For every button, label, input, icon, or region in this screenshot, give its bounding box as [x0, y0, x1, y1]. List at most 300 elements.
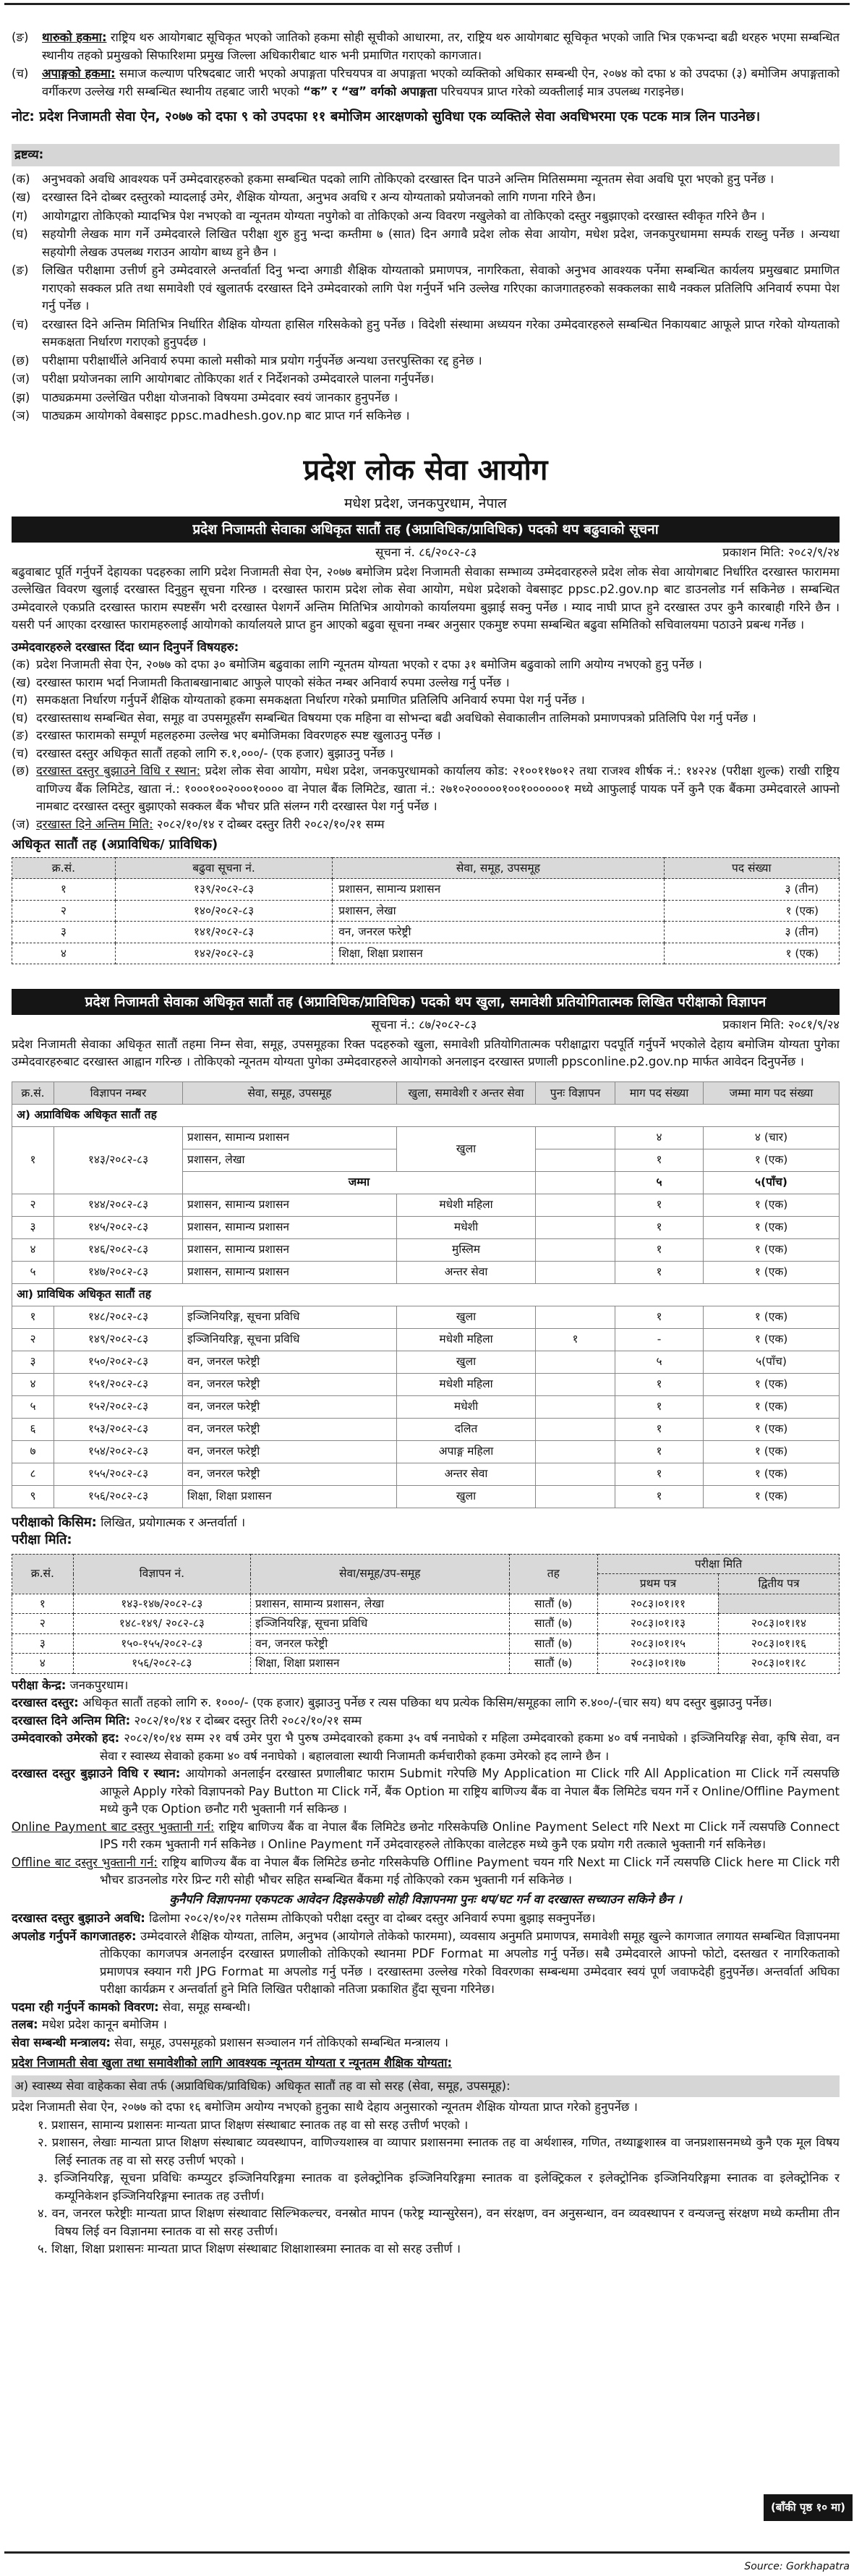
- cell-sn: ५: [12, 1395, 54, 1418]
- item-label: (ग): [12, 693, 28, 707]
- column-header: जम्मा माग पद संख्या: [704, 1081, 840, 1104]
- qualification-band: अ) स्वास्थ्य सेवा वाहेकका सेवा तर्फ (अप्राविधिक/प्राविधिक) अधिकृत सातौं तह वा सो सरह (सेवा, समूह, उपसमूह):: [12, 2075, 840, 2098]
- cell-demand: १: [615, 1440, 704, 1463]
- detail-item: [12, 1677, 840, 1695]
- promotion-table: [12, 857, 840, 965]
- cell-category: मधेशी महिला: [397, 1194, 536, 1216]
- cell-category: अपाङ्ग महिला: [397, 1440, 536, 1463]
- detail-text: मधेश प्रदेश कानून बमोजिम ।: [41, 2018, 167, 2031]
- item-text: [42, 226, 840, 261]
- item-text: [42, 370, 840, 388]
- cell-readv: [536, 1463, 615, 1485]
- table-row: [12, 1216, 840, 1238]
- list-item: [12, 65, 840, 101]
- list-item: [12, 29, 840, 64]
- publication-date: प्रकाशन मिति: २०८१/९/२४: [722, 1018, 840, 1032]
- drashtavya-list: [12, 171, 840, 425]
- qualification-list: [12, 2117, 840, 2258]
- item-label: (ख): [12, 190, 31, 204]
- cell-sn: ९: [12, 1485, 54, 1508]
- item-label: (क): [12, 658, 30, 671]
- detail-text: राष्ट्रिय बाणिज्य बैंक वा नेपाल बैंक लिमिटेड छनोट गरिसकेपछि Offline Payment चयन गरि Next मा Click गर्ने त्यसपछि Click here मा Click गरी भौचर डाउनलोड गरेर प्रिन्ट गरी सोही भौचर सहित सम्बन्धित बैंकमा गई तोकिएको रकम भुक्तानी गर्न सकिनेछ ।: [100, 1855, 840, 1887]
- detail-text: अधिकृत सातौं तहको लागि रु. १०००/- (एक हजार) बुझाउनु पर्नेछ र त्यस पछिका थप प्रत्येक किसिम/समूहका लागि रु.४००/-(चार सय) थप दस्तुर बुझाउनु पर्नेछ।: [82, 1696, 772, 1709]
- exam-intro: प्रदेश निजामती सेवाका अधिकृत सातौं तहमा निम्न सेवा, समूह, उपसमूहका रिक्त पदहरुको खुला, समावेशी प्रतियोगितात्मक परीक्षाद्वारा पदपूर्ति गर्नुपर्ने भएकोले देहाय बमोजिम योग्यता पुगेका उम्मेदवारहरुबाट दरखास्त आह्वान गरिन्छ । तोकिएको न्यूनतम योग्यता पुगेका उम्मेदवारहरुले आयोगको अनलाइन दरखास्त प्रणाली ppsconline.p2.gov.np मार्फत आवेदन दिनुपर्नेछ ।: [12, 1037, 840, 1068]
- column-header: तह: [509, 1554, 597, 1594]
- cell-readv: [536, 1395, 615, 1418]
- qualification-intro: प्रदेश निजामती सेवा ऐन, २०७७ को दफा १६ बमोजिम अयोग्य नभएको हुनुका साथै देहाय अनुसारको न्यूनतम शैक्षिक योग्यता प्राप्त गरेको हुनुपर्नेछ ।: [12, 2100, 638, 2114]
- table-cell: वन, जनरल फरेष्ट्री: [250, 1633, 509, 1654]
- detail-item: [12, 2034, 840, 2052]
- table-row: [12, 1485, 840, 1508]
- table-cell: २: [12, 900, 116, 922]
- cell-readv: [536, 1238, 615, 1261]
- detail-label: Offline बाट दस्तुर भुक्तानी गर्न:: [12, 1855, 158, 1869]
- list-item: [12, 352, 840, 370]
- commission-address: मधेश प्रदेश, जनकपुरधाम, नेपाल: [344, 495, 507, 511]
- item-body: अनुभवको अवधि आवश्यक पर्ने उम्मेदवारहरुको हकमा सम्बन्धित पदको लागि तोकिएको दरखास्त दिन पाउने अन्तिम मितिसम्ममा न्यूनतम सेवा अवधि पूरा भएको हुनु पर्नेछ ।: [42, 171, 774, 186]
- table-cell: वन, जनरल फरेष्ट्री: [333, 922, 664, 943]
- table-cell: सातौं (७): [509, 1614, 597, 1634]
- item-label: (छ): [12, 353, 30, 367]
- cell-category: मधेशी: [397, 1395, 536, 1418]
- table-row: [12, 900, 840, 922]
- list-item: [12, 208, 840, 226]
- detail-text: सेवा, समूह सम्बन्धी।: [162, 1999, 251, 2014]
- item-label: (ञ): [12, 409, 30, 422]
- cell-readv: [536, 1485, 615, 1508]
- table-row: [12, 1194, 840, 1216]
- exam-advertisement-banner: प्रदेश निजामती सेवाका अधिकृत सातौं तह (अप्राविधिक/प्राविधिक) पदको थप खुला, समावेशी प्रतियोगितात्मक लिखित परीक्षाको विज्ञापन: [12, 989, 840, 1015]
- cell-category: मधेशी महिला: [397, 1373, 536, 1395]
- item-text: [42, 65, 840, 101]
- detail-item: [12, 1765, 840, 1819]
- cell-sn: ५: [12, 1261, 54, 1283]
- detail-item: [12, 1819, 840, 1854]
- cell-service: वन, जनरल फरेष्ट्री: [183, 1351, 397, 1373]
- item-label: (च): [12, 746, 29, 760]
- column-header: क्र.सं.: [12, 857, 116, 879]
- table-cell: प्रशासन, सामान्य प्रशासन: [333, 879, 664, 901]
- detail-label: दरखास्त दस्तुर बुझाउने अवधि:: [12, 1911, 145, 1925]
- cell-readv: [536, 1126, 615, 1149]
- table-cell: [718, 1594, 839, 1614]
- cell-sn: ४: [12, 1373, 54, 1395]
- item-text: [36, 692, 840, 710]
- detail-label: पदमा रही गर्नुपर्ने कामको विवरण:: [12, 1999, 159, 2014]
- table-cell: इञ्जिनियरिङ्ग, सूचना प्रविधि: [250, 1614, 509, 1634]
- exam-type: [12, 1514, 840, 1532]
- item-body: पाठ्यक्रममा उल्लेखित परीक्षा योजनाको विषयमा उम्मेदवार स्वयं जानकार हुनुपर्नेछ ।: [42, 390, 398, 404]
- item-bold-label: थारुको हकमा:: [42, 30, 107, 44]
- cell-total: १ (एक): [704, 1463, 840, 1485]
- cell-total: १ (एक): [704, 1238, 840, 1261]
- cell-sn: १: [12, 1306, 54, 1328]
- cell-category: खुला: [397, 1485, 536, 1508]
- item-label: (क): [12, 171, 30, 186]
- table-row: [12, 1126, 840, 1149]
- qualification-item: ४. वन, जनरल फरेष्ट्रीः मान्यता प्राप्त शिक्षण संस्थावाट सिल्भिकल्चर, वनस्रोत मापन (फरेष्ट्र म्यान्सुरेसन), वन संरक्षण, वन अनुसन्धान, वन व्यवस्थापन र वन्यजन्तु संरक्षण मध्ये कम्तीमा तीन विषय लिई वन विज्ञानमा स्नातक वा सो सरह उत्तीर्ण।: [38, 2206, 840, 2238]
- cell-demand: १: [615, 1238, 704, 1261]
- table-row: [12, 1418, 840, 1440]
- cell-readv: [536, 1261, 615, 1283]
- item-text: [42, 29, 840, 64]
- table-cell: प्रशासन, लेखा: [333, 900, 664, 922]
- list-item: [12, 171, 840, 189]
- cell-service: प्रशासन, लेखा: [183, 1149, 397, 1171]
- column-header: प्रथम पत्र: [598, 1574, 719, 1594]
- reservation-note: नोट: प्रदेश निजामती सेवा ऐन, २०७७ को दफा ९ को उपदफा ११ बमोजिम आरक्षणको सुविधा एक व्यक्तिले सेवा अवधिभरमा एक पटक मात्र लिन पाउनेछ।: [12, 109, 761, 124]
- promotion-table-title: अधिकृत सातौं तह (अप्राविधिक/ प्राविधिक): [12, 837, 218, 852]
- item-body: प्रदेश लोक सेवा आयोग, मधेश प्रदेश, जनकपुरधामको कार्यालय कोड: २१००११७०१२ तथा राजश्व शीर्षक नं.: १४२२४ (परीक्षा शुल्क) राखी राष्ट्रिय वाणिज्य बैंक लिमिटेड, खाता नं.: १०००१००२०००१०००० वा नेपाल बैंक लिमिटेड, खाता नं.: २७१०२०००००१००१००००००१ मध्ये आफुलाई पायक पर्ने कुनै एक बैंकमा उम्मेदवारले आफ्नो नामबाट दरखास्त दस्तुर बुझाएको सक्कल बैंक भौचर प्रति संलग्न गरी दरखास्त पेश गर्नु पर्नेछ ।: [36, 764, 840, 813]
- column-header: विज्ञापन नम्बर: [54, 1081, 183, 1104]
- table-row: [12, 1594, 840, 1614]
- item-label: (ङ): [12, 30, 29, 44]
- section-a-label: अ) अप्राविधिक अधिकृत सातौं तह: [12, 1104, 840, 1126]
- cell-adv: १४७/२०८२-८३: [54, 1261, 183, 1283]
- table-cell: १४८-१४९/ २०८२-८३: [73, 1614, 250, 1634]
- column-header: क्र.सं.: [12, 1081, 54, 1104]
- column-header: बढुवा सूचना नं.: [115, 857, 332, 879]
- cell-sn: २: [12, 1328, 54, 1351]
- table-row: [12, 1654, 840, 1674]
- column-header: सेवा, समूह, उपसमूह: [333, 857, 664, 879]
- notice2-meta: [12, 1016, 840, 1034]
- column-header: सेवा, समूह, उपसमूह: [183, 1081, 397, 1104]
- item-label: (ख): [12, 675, 31, 689]
- column-header: विज्ञापन नं.: [73, 1554, 250, 1594]
- cell-sn: ४: [12, 1238, 54, 1261]
- cell-total: १ (एक): [704, 1373, 840, 1395]
- drashtavya-heading: द्रष्टव्य:: [12, 144, 840, 166]
- table-cell: १४२/२०८२-८३: [115, 943, 332, 964]
- applicant-instructions-list: [12, 656, 840, 833]
- table-row: [12, 1463, 840, 1485]
- cell-service: प्रशासन, सामान्य प्रशासन: [183, 1126, 397, 1149]
- item-underlined-label: दरखास्त दिने अन्तिम मिति:: [36, 817, 153, 831]
- qualification-heading: प्रदेश निजामती सेवा खुला तथा समावेशीको लागि आवश्यक न्यूनतम योग्यता र न्यूनतम शैक्षिक योग्यता:: [12, 2056, 453, 2070]
- cell-readv: [536, 1418, 615, 1440]
- vacancy-table: [12, 1081, 840, 1508]
- cell-demand: १: [615, 1149, 704, 1171]
- notice-number: सूचना नं.: ८७/२०८२-८३: [371, 1018, 477, 1032]
- table-row: [12, 1238, 840, 1261]
- cell-adv: १४९/२०८२-८३: [54, 1328, 183, 1351]
- cell-sn: ३: [12, 1216, 54, 1238]
- column-header: पुनः विज्ञापन: [536, 1081, 615, 1104]
- cell-service: वन, जनरल फरेष्ट्री: [183, 1395, 397, 1418]
- table-cell: ३: [12, 922, 116, 943]
- detail-item: [12, 1712, 840, 1730]
- column-header: परीक्षा मिति: [598, 1554, 840, 1574]
- item-label: (झ): [12, 390, 30, 404]
- item-text: [42, 352, 840, 370]
- table-cell: १: [12, 879, 116, 901]
- cell-readv: [536, 1351, 615, 1373]
- item-text: [36, 656, 840, 674]
- cell-readv: [536, 1440, 615, 1463]
- qualification-item: ३. इञ्जिनियरिङ्ग, सूचना प्रविधिः कम्प्युटर इञ्जिनियरिङ्गमा स्नातक वा इलेक्ट्रोनिक इञ्जिनियरिङ्गमा स्नातक वा इलेक्ट्रिकल र इलेक्ट्रोनिक इञ्जिनियरिङ्गमा स्नातक वा इलेक्ट्रोनिक र कम्यूनिकेशन इञ्जिनियरिङ्गमा स्नातक तह उत्तीर्ण।: [38, 2171, 840, 2203]
- cell-category: मधेशी: [397, 1216, 536, 1238]
- detail-text: २०८२/१०/१४ सम्म २१ वर्ष उमेर पुरा भै पुरुष उम्मेदवारको हकमा ३५ वर्ष ननाघेको र महिला उम्मेदवारको हकमा ४० वर्ष ननाघेको । इञ्जिनियरिङ्ग सेवा, कृषि सेवा, वन सेवा र स्वास्थ्य सेवाको हकमा ४० वर्ष ननाघेको । बहालवाला स्थायी निजामती कर्मचारीको हकमा उमेरको हद लाग्ने छैन ।: [100, 1731, 840, 1763]
- cell-service: प्रशासन, सामान्य प्रशासन: [183, 1216, 397, 1238]
- detail-text: आयोगको अनलाईन दरखास्त प्रणालीबाट फाराम Submit गरेपछि My Application मा Click गरि All Application मा Click गर्ने त्यसपछि आफूले Apply गरेको विज्ञापनको Pay Button मा Click गर्ने, बैंक Option मा राष्ट्रिय बाणिज्य बैंक वा नेपाल बैंक लिमिटेड चयन गर्ने र Online/Offline Payment मध्ये कुनै एक Option छनौट गरी भुक्तानी गर्न सकिन्छ ।: [100, 1767, 840, 1816]
- cell-adv-no: १४३/२०८२-८३: [54, 1126, 183, 1194]
- list-item: [12, 656, 840, 674]
- cell-demand: -: [615, 1328, 704, 1351]
- cell-service: इञ्जिनियरिङ्ग, सूचना प्रविधि: [183, 1306, 397, 1328]
- list-item: [12, 189, 840, 207]
- item-body: दरखास्त फारामको सम्पूर्ण महलहरुमा उल्लेख भए बमोजिमका विवरणहरु स्पष्ट खुलाउनु पर्नेछ ।: [36, 728, 441, 742]
- cell-adv: १४५/२०८२-८३: [54, 1216, 183, 1238]
- detail-text: सेवा, समूह, उपसमूहको प्रशासन सञ्चालन गर्न तोकिएको सम्बन्धित मन्त्रालय ।: [114, 2035, 449, 2049]
- list-item: [12, 407, 840, 425]
- table-row: [12, 1633, 840, 1654]
- cell-sn: ३: [12, 1351, 54, 1373]
- item-text: [42, 389, 840, 407]
- item-underlined-label: दरखास्त दस्तुर बुझाउने विधि र स्थान:: [36, 764, 201, 778]
- cell-sn: ८: [12, 1463, 54, 1485]
- cell-readv: १: [536, 1328, 615, 1351]
- item-body: दरखास्त फाराम भर्दा निजामती किताबखानाबाट आफुले पाएको संकेत नम्बर अनिवार्य रुपमा उल्लेख गर्नु पर्नेछ ।: [36, 675, 510, 689]
- table-row: [12, 1328, 840, 1351]
- table-cell: १४०/२०८२-८३: [115, 900, 332, 922]
- item-label: (घ): [12, 710, 28, 725]
- cell-service: वन, जनरल फरेष्ट्री: [183, 1418, 397, 1440]
- item-text: [36, 674, 840, 692]
- cell-demand: १: [615, 1306, 704, 1328]
- cell-adv: १४८/२०८२-८३: [54, 1306, 183, 1328]
- item-body: परीक्षामा परीक्षार्थीले अनिवार्य रुपमा कालो मसीको मात्र प्रयोग गर्नुपर्नेछ अन्यथा उत्तरपुस्तिका रद्द हुनेछ ।: [42, 353, 482, 367]
- table-cell: ३ (तीन): [664, 879, 839, 901]
- qualification-item: ५. शिक्षा, शिक्षा प्रशासनः मान्यता प्राप्त शिक्षण संस्थाबाट शिक्षाशास्त्रमा स्नातक वा सो सरह उत्तीर्ण ।: [38, 2242, 461, 2256]
- table-cell: १४१/२०८२-८३: [115, 922, 332, 943]
- cell-demand: १: [615, 1418, 704, 1440]
- exam-type-label: परीक्षाको किसिम:: [12, 1514, 97, 1530]
- exam-details: [12, 1677, 840, 1890]
- detail-label: Online Payment बाट दस्तुर भुक्तानी गर्न:: [12, 1819, 215, 1834]
- item-body: पाठ्यक्रम आयोगको वेबसाइट ppsc.madhesh.gov.np बाट प्राप्त गर्न सकिनेछ ।: [42, 409, 410, 422]
- cell-adv: १४६/२०८२-८३: [54, 1238, 183, 1261]
- cell-category: दलित: [397, 1418, 536, 1440]
- cell-category: मधेशी महिला: [397, 1328, 536, 1351]
- table-cell: शिक्षा, शिक्षा प्रशासन: [250, 1654, 509, 1674]
- detail-label: उम्मेदवारको उमेरको हद:: [12, 1731, 120, 1745]
- cell-sn: २: [12, 1194, 54, 1216]
- cell-total: ५(पाँच): [704, 1171, 840, 1194]
- item-label: (ङ): [12, 263, 29, 277]
- item-body: दरखास्त दिने अन्तिम मितिभित्र निर्धारित शैक्षिक योग्यता हासिल गरिसकेको हुनु पर्नेछ । विदेशी संस्थामा अध्ययन गरेका उम्मेदवारहरुले सम्बन्धित निकायबाट आफूले प्राप्त गरेको योग्यताको समकक्षता निर्धारण गराएको हुनुपर्दछ ।: [42, 317, 840, 349]
- table-row: [12, 1351, 840, 1373]
- cell-total: १ (एक): [704, 1418, 840, 1440]
- cell-total: १ (एक): [704, 1395, 840, 1418]
- commission-title: प्रदेश लोक सेवा आयोग: [303, 453, 548, 487]
- table-row: [12, 1440, 840, 1463]
- notice-number: सूचना नं. ८६/२०८२-८३: [375, 545, 477, 559]
- source-credit: Source: Gorkhapatra: [744, 2561, 850, 2572]
- item-body-2: परिचयपत्र प्राप्त गरेको व्यक्तीलाई मात्र उपलब्ध गराइनेछ।: [440, 84, 684, 98]
- list-item: [12, 262, 840, 315]
- detail-text: उम्मेदवारले शैक्षिक योग्यता, तालिम, अनुभव (आयोगले तोकेको फारममा), व्यवसाय अनुमति प्रमाणपत्र, समावेशी समूह खुल्ने कागजात लगायत सम्बन्धित विज्ञापनमा तोकिएका कागजपत्र अनलाईन दरखास्त प्रणालीको तोकिएको स्थानमा PDF Format मा अपलोड गर्नु पर्नेछ। सबै उम्मेदवारले आफ्नो फोटो, दस्तखत र नागरिकताको प्रमाणपत्र स्क्यान गरी JPG Format मा अपलोड गर्नु पर्नेछ । दरखास्तमा उल्लेख गरेको विवरणका सम्बन्धमा उम्मेदवार स्वयं पूर्ण जवाफदेही हुनुपर्नेछ। अन्तर्वार्ता अघिका परीक्षा कार्यक्रम र अन्तर्वार्ता हुने मिति लिखित परीक्षाको नतिजा प्रकाशित हुँदा सूचना गरिनेछ।: [100, 1929, 840, 1996]
- cell-total: १ (एक): [704, 1261, 840, 1283]
- detail-item: [12, 1999, 840, 2017]
- publication-date: प्रकाशन मिति: २०८२/९/२४: [722, 545, 840, 559]
- column-header: खुला, समावेशी र अन्तर सेवा: [397, 1081, 536, 1104]
- qualification-item: १. प्रशासन, सामान्य प्रशासनः मान्यता प्राप्त शिक्षण संस्थाबाट स्नातक तह वा सो सरह उत्तीर्ण भएको ।: [38, 2117, 469, 2132]
- item-label: (ङ): [12, 728, 29, 742]
- item-text: [42, 189, 840, 207]
- table-cell: २०८३।०१।१६: [718, 1633, 839, 1654]
- item-body: समाज कल्याण परिषदबाट जारी भएको अपाङ्गता परिचयपत्र वा अपाङ्गता भएको व्यक्तिको अधिकार सम्बन्धी ऐन, २०७४ को दफा ४ को उपदफा (३) बमोजिम अपाङ्गताको वर्गीकरण उल्लेख गरी सम्बन्धित स्थानीय तहबाट जारी भएको: [42, 67, 840, 98]
- cell-readv: [536, 1373, 615, 1395]
- cell-sn: ६: [12, 1418, 54, 1440]
- cell-readv: [536, 1216, 615, 1238]
- cell-readv: [536, 1171, 615, 1194]
- table-row: [12, 943, 840, 964]
- list-item: [12, 692, 840, 710]
- column-header: द्वितीय पत्र: [718, 1574, 839, 1594]
- cell-adv: १५४/२०८२-८३: [54, 1440, 183, 1463]
- cell-service: वन, जनरल फरेष्ट्री: [183, 1440, 397, 1463]
- column-header: पद संख्या: [664, 857, 839, 879]
- list-item: [12, 816, 840, 834]
- detail-label: परीक्षा केन्द्र:: [12, 1678, 67, 1692]
- item-label: (घ): [12, 227, 28, 241]
- item-text: [36, 762, 840, 816]
- table-cell: प्रशासन, सामान्य प्रशासन, लेखा: [250, 1594, 509, 1614]
- cell-adv: १५६/२०८२-८३: [54, 1485, 183, 1508]
- item-text: [42, 208, 840, 226]
- table-row: [12, 879, 840, 901]
- item-label: (ग): [12, 208, 28, 223]
- table-cell: ३ (तीन): [664, 922, 839, 943]
- continued-on-page-badge: (बाँकी पृष्ठ १० मा): [764, 2494, 853, 2521]
- item-body: सहयोगी लेखक माग गर्ने उम्मेदवारले लिखित परीक्षा शुरु हुनु भन्दा कम्तीमा ७ (सात) दिन अगावै प्रदेश लोक सेवा आयोग, मधेश प्रदेश, जनकपुरधाममा सम्पर्क राख्नु पर्नेछ । अन्यथा सहयोगी लेखक उपलब्ध गराउन आयोग बाध्य हुने छैन ।: [42, 227, 840, 259]
- cell-service: वन, जनरल फरेष्ट्री: [183, 1463, 397, 1485]
- section-b-label: आ) प्राविधिक अधिकृत सातौं तह: [12, 1283, 840, 1306]
- list-item: [12, 727, 840, 745]
- item-label: (च): [12, 317, 29, 331]
- table-cell: १५६/२०८२-८३: [73, 1654, 250, 1674]
- table-cell: सातौं (७): [509, 1594, 597, 1614]
- cell-service: प्रशासन, सामान्य प्रशासन: [183, 1238, 397, 1261]
- section-row: [12, 1104, 840, 1126]
- table-cell: २: [12, 1614, 74, 1634]
- table-cell: सातौं (७): [509, 1654, 597, 1674]
- list-item: [12, 745, 840, 763]
- column-header: माग पद संख्या: [615, 1081, 704, 1104]
- cell-total: १ (एक): [704, 1440, 840, 1463]
- cell-demand: १: [615, 1373, 704, 1395]
- cell-service: इञ्जिनियरिङ्ग, सूचना प्रविधि: [183, 1328, 397, 1351]
- cell-demand: ५: [615, 1171, 704, 1194]
- cell-category: खुला: [397, 1126, 536, 1171]
- applicant-instructions-heading: उम्मेदवारहरुले दरखास्त दिंदा ध्यान दिनुपर्ने विषयहरु:: [12, 639, 239, 654]
- cell-sn: ७: [12, 1440, 54, 1463]
- cell-readv: [536, 1149, 615, 1171]
- table-row: [12, 1261, 840, 1283]
- item-text: [42, 407, 840, 425]
- detail-item: [12, 2016, 840, 2034]
- item-body: दरखास्तसाथ सम्बन्धित सेवा, समूह वा उपसमूहसँग सम्बन्धित विषयमा एक महिना वा सोभन्दा बढी अवधिको सेवाकालीन तालिमको प्रमाणपत्रको प्रतिलिपि पेश गर्नु पर्नेछ ।: [36, 710, 756, 725]
- column-header: सेवा/समूह/उप-समूह: [250, 1554, 509, 1594]
- cell-demand: १: [615, 1194, 704, 1216]
- item-body: दरखास्त दस्तुर अधिकृत सातौं तहको लागि रु.१,०००/- (एक हजार) बुझाउनु पर्नेछ ।: [36, 746, 394, 760]
- item-text: [36, 816, 840, 834]
- cell-demand: १: [615, 1485, 704, 1508]
- detail-item: [12, 1730, 840, 1765]
- cell-total: १ (एक): [704, 1216, 840, 1238]
- item-text: [36, 745, 840, 763]
- item-label: (च): [12, 67, 29, 80]
- table-cell: १५०-१५५/२०८२-८३: [73, 1633, 250, 1654]
- table-cell: १ (एक): [664, 900, 839, 922]
- list-item: [12, 370, 840, 388]
- exam-date-label: परीक्षा मिति:: [12, 1532, 72, 1547]
- table-cell: १३९/२०८२-८३: [115, 879, 332, 901]
- item-text: [42, 316, 840, 352]
- table-cell: १४३-१४७/२०८२-८३: [73, 1594, 250, 1614]
- detail-label: अपलोड गर्नुपर्ने कागजातहरु:: [12, 1929, 137, 1943]
- table-cell: २०८३।०१।१५: [598, 1633, 719, 1654]
- detail-item: [12, 1910, 840, 1928]
- cell-category: खुला: [397, 1351, 536, 1373]
- table-cell: ४: [12, 1654, 74, 1674]
- item-body: समकक्षता निर्धारण गर्नुपर्ने शैक्षिक योग्यताको हकमा समकक्षता निर्धारण गरेको प्रमाणित प्रतिलिपि अनिवार्य रुपमा पेश गर्नु पर्नेछ ।: [36, 693, 585, 707]
- cell-category: खुला: [397, 1306, 536, 1328]
- list-item: [12, 226, 840, 261]
- detail-text: ढिलोमा २०८२/१०/२१ गतेसम्म तोकिएको परीक्षा दस्तुर वा दोब्बर दस्तुर अनिवार्य रुपमा बुझाइ सक्नुपर्नेछ।: [149, 1911, 596, 1925]
- table-cell: २०८३।०१।११: [598, 1594, 719, 1614]
- item-body: दरखास्त दिने दोब्बर दस्तुरको म्यादलाई उमेर, शैक्षिक योग्यता, अनुभव अवधि र अन्य योग्यताको प्रयोजनको लागि गणना गरिने छैन।: [42, 190, 597, 204]
- table-cell: १: [12, 1594, 74, 1614]
- table-row: [12, 1373, 840, 1395]
- cell-total-label: जम्मा: [183, 1171, 536, 1194]
- item-body: आयोगद्वारा तोकिएको म्यादभित्र पेश नभएको वा न्यूनतम योग्यता नपुगेको वा तोकिएको अन्य विवरण नखुलेको वा तोकिएको दस्तुर नबुझाएको दरखास्त स्वीकृत गरिने छैन ।: [42, 208, 765, 223]
- list-item: [12, 316, 840, 352]
- cell-service: प्रशासन, सामान्य प्रशासन: [183, 1261, 397, 1283]
- detail-item: [12, 1928, 840, 1999]
- cell-adv: १५१/२०८२-८३: [54, 1373, 183, 1395]
- cell-readv: [536, 1194, 615, 1216]
- cell-adv: १४४/२०८२-८३: [54, 1194, 183, 1216]
- cell-demand: १: [615, 1463, 704, 1485]
- detail-label: दरखास्त दस्तुर बुझाउने विधि र स्थान:: [12, 1767, 181, 1780]
- table-cell: २०८३।०१।१४: [718, 1614, 839, 1634]
- table-row: [12, 1614, 840, 1634]
- cell-total: १ (एक): [704, 1306, 840, 1328]
- cell-demand: ५: [615, 1351, 704, 1373]
- notice1-meta: [12, 544, 840, 562]
- detail-item: [12, 1854, 840, 1890]
- cell-total: ५(पाँच): [704, 1351, 840, 1373]
- exam-details-2: [12, 1910, 840, 2052]
- item-text: [42, 171, 840, 189]
- table-cell: २०८३।०१।१७: [598, 1654, 719, 1674]
- item-text: [36, 727, 840, 745]
- table-cell: ४: [12, 943, 116, 964]
- item-body: प्रदेश निजामती सेवा ऐन, २०७७ को दफा ३० बमोजिम बढुवाका लागि न्यूनतम योग्यता भएको र दफा ३१ बमोजिम बढुवाको लागि अयोग्य नभएको हुनु पर्नेछ ।: [36, 658, 702, 671]
- cell-adv: १५०/२०८२-८३: [54, 1351, 183, 1373]
- cell-adv: १५३/२०८२-८३: [54, 1418, 183, 1440]
- list-item: [12, 762, 840, 816]
- cell-demand: ४: [615, 1126, 704, 1149]
- cell-adv: १५२/२०८२-८३: [54, 1395, 183, 1418]
- item-text: [42, 262, 840, 315]
- table-cell: १ (एक): [664, 943, 839, 964]
- top-items-list: [12, 29, 840, 101]
- item-body: २०८२/१०/१४ र दोब्बर दस्तुर तिरी २०८२/१०/२१ सम्म: [156, 817, 385, 831]
- item-bold-label: अपाङ्गको हकमा:: [42, 67, 116, 80]
